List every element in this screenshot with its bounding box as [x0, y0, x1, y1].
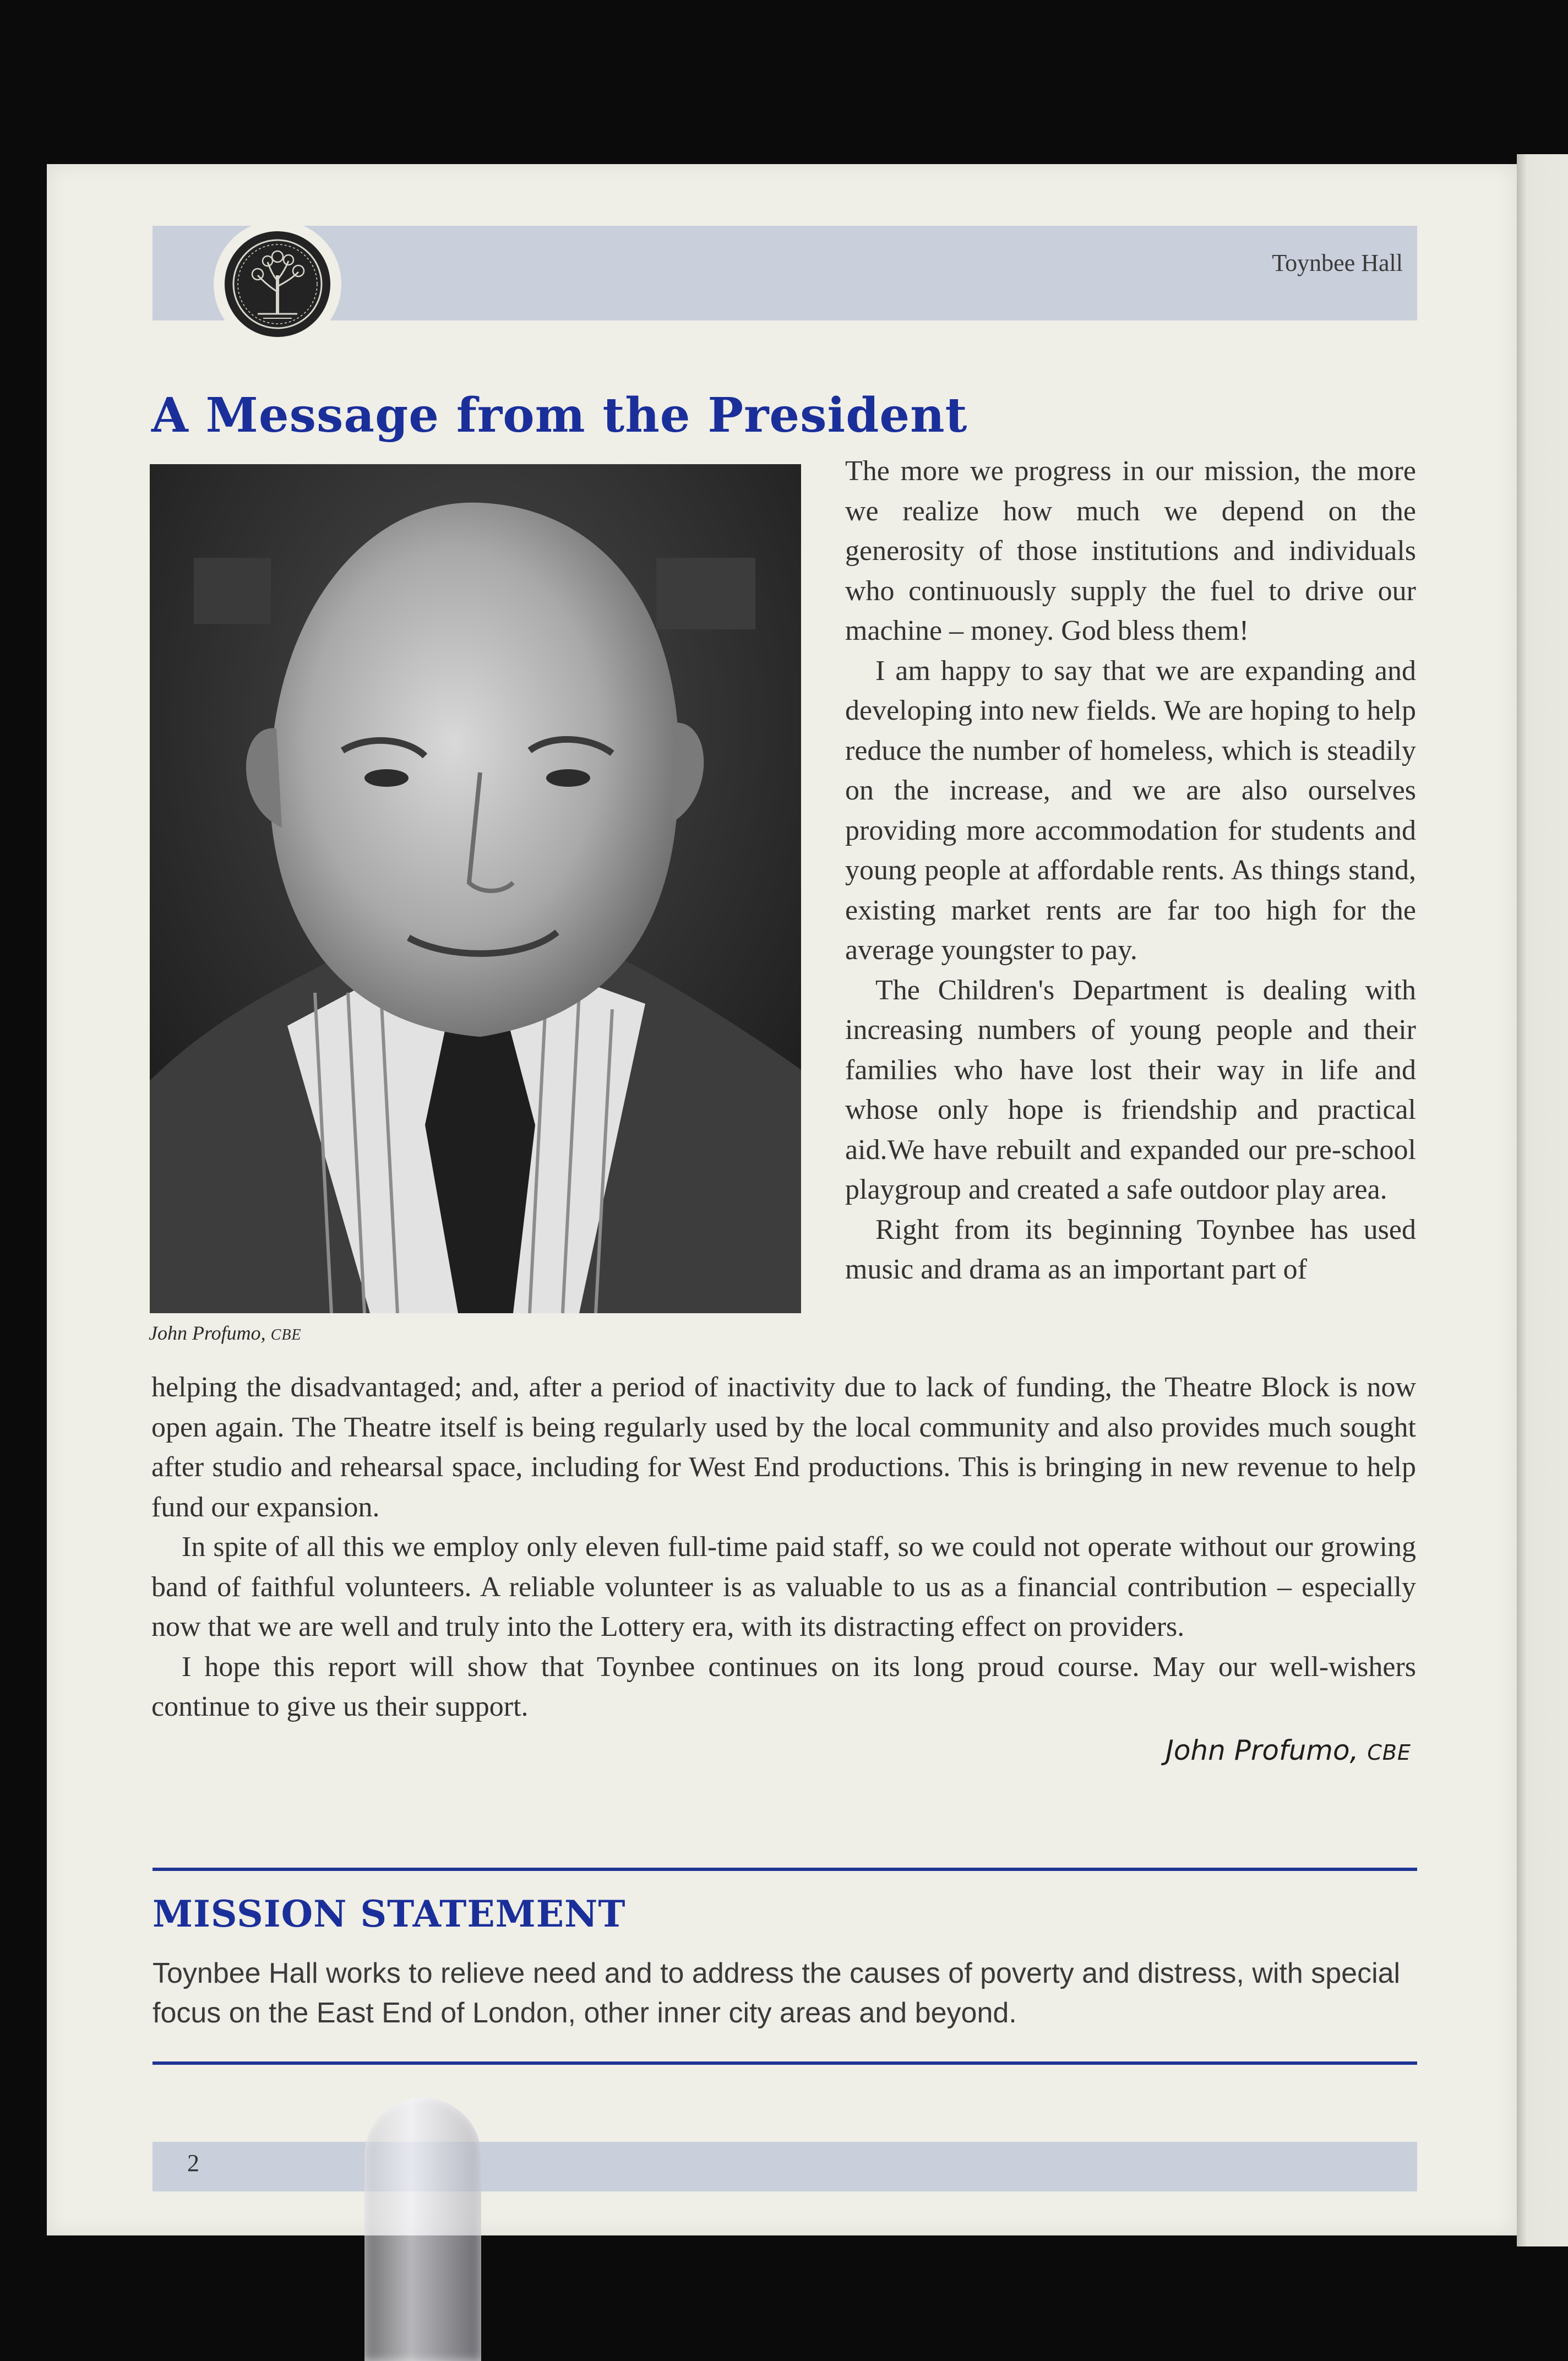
- signature: [1166, 1734, 1411, 1766]
- tree-emblem-icon: [225, 231, 330, 337]
- header-band: [153, 226, 1417, 320]
- article-headline: A Message from the President: [151, 388, 968, 443]
- article-wide-text: [151, 1368, 1416, 1727]
- mission-title: MISSION STATEMENT: [153, 1892, 626, 1935]
- caption-name: John Profumo,: [149, 1322, 266, 1344]
- caption-suffix: CBE: [270, 1326, 302, 1343]
- header-title: Toynbee Hall: [1272, 249, 1403, 276]
- photo-caption: [149, 1321, 302, 1345]
- divider-bottom: [153, 2061, 1417, 2065]
- paragraph: helping the disadvantaged; and, after a period of inactivity due to lack of funding, the Theatre Block is now open again. The Theatre itself is being regularly used by the local community and also provides much sought after studio and rehearsal space, including for West End productions. This is bringing in new revenue to help fund our expansion.: [151, 1372, 1416, 1523]
- paragraph: I am happy to say that we are expanding and developing into new fields. We are hoping to help reduce the number of homeless, which is steadily on the increase, and we are also ourselves providing more accommodation for students and young people at affordable rents. As things stand, existing market rents are far too high for the average youngster to pay.: [845, 655, 1416, 966]
- mission-text: Toynbee Hall works to relieve need and to address the causes of poverty and distress, with special focus on the East End of London, other inner city areas and beyond.: [153, 1957, 1401, 2029]
- clear-clip: [364, 2098, 481, 2361]
- page-number: 2: [187, 2150, 199, 2177]
- article-column: [845, 451, 1416, 1290]
- paragraph: Right from its beginning Toynbee has used music and drama as an important part of: [845, 1214, 1416, 1285]
- paragraph: The Children's Department is dealing with increasing numbers of young people and their families who have lost their way in life and whose only hope is friendship and practical aid.We have rebuilt and expanded our pre-school playgroup and created a safe outdoor play area.: [845, 974, 1416, 1205]
- signature-name: John Profumo,: [1166, 1734, 1359, 1766]
- paragraph: I hope this report will show that Toynbee continues on its long proud course. May our well-wishers continue to give us their support.: [151, 1651, 1416, 1722]
- president-portrait-photo: [150, 464, 801, 1313]
- signature-suffix: CBE: [1367, 1740, 1411, 1765]
- paragraph: In spite of all this we employ only eleven full-time paid staff, so we could not operate without our growing band of faithful volunteers. A reliable volunteer is as valuable to us as a financial contribution – especially now that we are well and truly into the Lottery era, with its distracting effect on providers.: [151, 1531, 1416, 1642]
- footer-band: [153, 2142, 1417, 2191]
- divider-top: [153, 1868, 1417, 1871]
- paragraph: The more we progress in our mission, the more we realize how much we depend on the generosity of those institutions and individuals who continuously supply the fuel to drive our machine – money. God bless them!: [845, 455, 1416, 646]
- next-page-edge: [1517, 154, 1568, 2246]
